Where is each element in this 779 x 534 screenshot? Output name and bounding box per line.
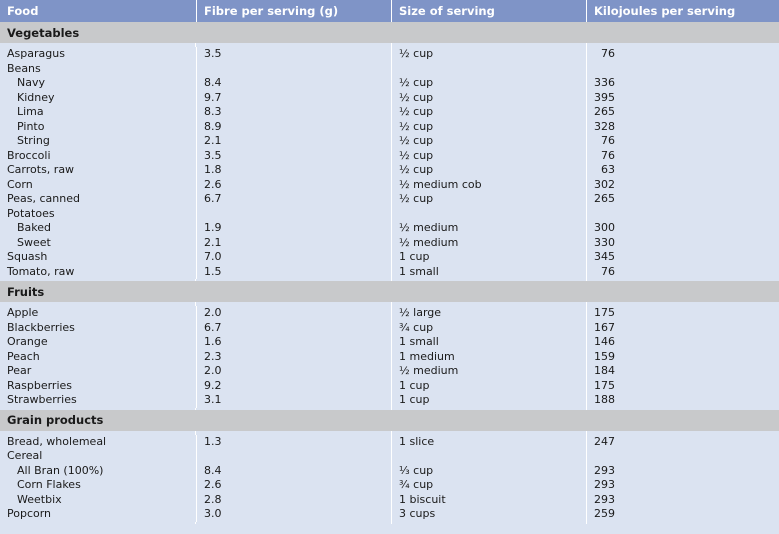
size-cell: ½ cup bbox=[391, 149, 586, 164]
size-cell: 1 slice bbox=[391, 435, 586, 450]
table-row bbox=[0, 493, 779, 508]
size-cell bbox=[391, 207, 586, 222]
kilojoules-cell bbox=[586, 449, 779, 464]
table-body bbox=[0, 22, 779, 524]
kilojoules-cell: 146 bbox=[586, 335, 779, 350]
fibre-cell: 3.5 bbox=[196, 149, 391, 164]
kilojoules-cell: 76 bbox=[586, 265, 779, 280]
size-cell: ½ medium bbox=[391, 236, 586, 251]
kilojoules-cell: 63 bbox=[586, 163, 779, 178]
size-cell: ½ cup bbox=[391, 134, 586, 149]
food-cell: Sweet bbox=[17, 235, 51, 249]
size-cell: ½ cup bbox=[391, 47, 586, 62]
size-cell: ½ large bbox=[391, 306, 586, 321]
table-row bbox=[0, 265, 779, 280]
table-row bbox=[0, 62, 779, 77]
table-row bbox=[0, 435, 779, 450]
size-cell: ½ cup bbox=[391, 76, 586, 91]
table-row bbox=[0, 464, 779, 479]
kilojoules-cell bbox=[586, 62, 779, 77]
fibre-cell: 8.3 bbox=[196, 105, 391, 120]
fibre-cell: 2.1 bbox=[196, 236, 391, 251]
food-cell: Peas, canned bbox=[7, 192, 80, 205]
kilojoules-cell: 328 bbox=[586, 120, 779, 135]
fibre-cell: 9.2 bbox=[196, 379, 391, 394]
kilojoules-cell: 76 bbox=[586, 47, 779, 62]
fibre-cell: 2.3 bbox=[196, 350, 391, 365]
food-cell: Apple bbox=[7, 306, 39, 319]
table-row bbox=[0, 393, 779, 408]
table-row bbox=[0, 91, 779, 106]
table-row bbox=[0, 507, 779, 522]
kilojoules-cell: 336 bbox=[586, 76, 779, 91]
kilojoules-cell: 300 bbox=[586, 221, 779, 236]
table-row bbox=[0, 207, 779, 222]
header-kilojoules: Kilojoules per serving bbox=[586, 0, 779, 22]
size-cell: ½ cup bbox=[391, 192, 586, 207]
food-cell: Corn Flakes bbox=[17, 478, 81, 491]
section-header: Fruits bbox=[0, 281, 779, 302]
kilojoules-cell: 265 bbox=[586, 192, 779, 207]
fibre-cell: 2.8 bbox=[196, 493, 391, 508]
kilojoules-cell: 293 bbox=[586, 464, 779, 479]
fibre-cell: 1.5 bbox=[196, 265, 391, 280]
fibre-cell: 3.5 bbox=[196, 47, 391, 62]
kilojoules-cell: 175 bbox=[586, 306, 779, 321]
size-cell: 1 small bbox=[391, 335, 586, 350]
table-row bbox=[0, 449, 779, 464]
table-row bbox=[0, 364, 779, 379]
table-row bbox=[0, 120, 779, 135]
food-cell: Lima bbox=[17, 105, 44, 118]
fibre-cell: 2.1 bbox=[196, 134, 391, 149]
size-cell: 1 medium bbox=[391, 350, 586, 365]
size-cell bbox=[391, 449, 586, 464]
table-row bbox=[0, 163, 779, 178]
table-row bbox=[0, 321, 779, 336]
fibre-cell: 1.9 bbox=[196, 221, 391, 236]
food-cell: Carrots, raw bbox=[7, 163, 75, 176]
size-cell: 1 cup bbox=[391, 393, 586, 408]
size-cell: ½ cup bbox=[391, 120, 586, 135]
food-cell: Raspberries bbox=[7, 378, 73, 392]
table-row bbox=[0, 350, 779, 365]
fibre-cell: 8.9 bbox=[196, 120, 391, 135]
size-cell: ½ cup bbox=[391, 163, 586, 178]
header-food: Food bbox=[7, 4, 39, 18]
fibre-cell: 2.6 bbox=[196, 478, 391, 493]
kilojoules-cell: 259 bbox=[586, 507, 779, 522]
fibre-cell: 1.8 bbox=[196, 163, 391, 178]
table-row bbox=[0, 306, 779, 321]
food-cell: Peach bbox=[7, 349, 40, 363]
kilojoules-cell: 330 bbox=[586, 236, 779, 251]
food-cell: Pinto bbox=[17, 119, 45, 133]
fibre-cell: 8.4 bbox=[196, 76, 391, 91]
table-row bbox=[0, 76, 779, 91]
kilojoules-cell: 184 bbox=[586, 364, 779, 379]
fibre-cell: 9.7 bbox=[196, 91, 391, 106]
section-end bbox=[0, 408, 779, 410]
table-row bbox=[0, 221, 779, 236]
kilojoules-cell: 167 bbox=[586, 321, 779, 336]
kilojoules-cell: 293 bbox=[586, 493, 779, 508]
table-row bbox=[0, 47, 779, 62]
size-cell: 1 cup bbox=[391, 250, 586, 265]
fibre-cell: 3.0 bbox=[196, 507, 391, 522]
food-cell: Kidney bbox=[17, 90, 55, 104]
kilojoules-cell: 175 bbox=[586, 379, 779, 394]
food-cell: String bbox=[17, 134, 50, 147]
fibre-cell: 2.6 bbox=[196, 178, 391, 193]
kilojoules-cell: 395 bbox=[586, 91, 779, 106]
size-cell: ½ medium bbox=[391, 221, 586, 236]
size-cell: ½ cup bbox=[391, 91, 586, 106]
kilojoules-cell: 302 bbox=[586, 178, 779, 193]
fibre-cell bbox=[196, 449, 391, 464]
fibre-cell: 3.1 bbox=[196, 393, 391, 408]
table-row bbox=[0, 178, 779, 193]
table-row bbox=[0, 236, 779, 251]
size-cell: ½ medium cob bbox=[391, 178, 586, 193]
table-row bbox=[0, 335, 779, 350]
table-row bbox=[0, 105, 779, 120]
kilojoules-cell: 247 bbox=[586, 435, 779, 450]
size-cell: ¾ cup bbox=[391, 321, 586, 336]
food-cell: Cereal bbox=[7, 449, 43, 462]
food-cell: Asparagus bbox=[7, 47, 65, 60]
kilojoules-cell: 76 bbox=[586, 134, 779, 149]
kilojoules-cell: 188 bbox=[586, 393, 779, 408]
food-cell: Corn bbox=[7, 177, 33, 191]
fibre-cell bbox=[196, 62, 391, 77]
food-cell: Beans bbox=[7, 61, 41, 75]
table-row bbox=[0, 379, 779, 394]
section-header: Grain products bbox=[0, 410, 779, 431]
food-cell: Bread, wholemeal bbox=[7, 434, 107, 448]
table-row bbox=[0, 134, 779, 149]
fibre-cell: 2.0 bbox=[196, 306, 391, 321]
food-cell: Orange bbox=[7, 335, 48, 348]
fibre-cell: 2.0 bbox=[196, 364, 391, 379]
kilojoules-cell: 159 bbox=[586, 350, 779, 365]
table-header bbox=[0, 0, 779, 22]
table-row bbox=[0, 192, 779, 207]
food-cell: All Bran (100%) bbox=[17, 463, 104, 477]
food-cell: Navy bbox=[17, 76, 45, 89]
fibre-cell: 1.6 bbox=[196, 335, 391, 350]
size-cell bbox=[391, 62, 586, 77]
section-end bbox=[0, 522, 779, 524]
size-cell: ⅓ cup bbox=[391, 464, 586, 479]
size-cell: 1 small bbox=[391, 265, 586, 280]
food-cell: Blackberries bbox=[7, 320, 75, 334]
fibre-cell bbox=[196, 207, 391, 222]
kilojoules-cell: 345 bbox=[586, 250, 779, 265]
size-cell: 1 biscuit bbox=[391, 493, 586, 508]
food-cell: Squash bbox=[7, 250, 48, 263]
fibre-cell: 1.3 bbox=[196, 435, 391, 450]
size-cell: ¾ cup bbox=[391, 478, 586, 493]
size-cell: 1 cup bbox=[391, 379, 586, 394]
fibre-cell: 7.0 bbox=[196, 250, 391, 265]
table-row bbox=[0, 478, 779, 493]
kilojoules-cell: 293 bbox=[586, 478, 779, 493]
table-row bbox=[0, 149, 779, 164]
food-cell: Strawberries bbox=[7, 393, 77, 406]
food-cell: Baked bbox=[17, 221, 52, 234]
fibre-cell: 8.4 bbox=[196, 464, 391, 479]
size-cell: ½ medium bbox=[391, 364, 586, 379]
kilojoules-cell: 76 bbox=[586, 149, 779, 164]
header-size: Size of serving bbox=[391, 0, 586, 22]
food-cell: Potatoes bbox=[7, 206, 55, 220]
table-row bbox=[0, 250, 779, 265]
food-cell: Popcorn bbox=[7, 507, 52, 520]
food-cell: Weetbix bbox=[17, 492, 62, 506]
food-cell: Tomato, raw bbox=[7, 264, 75, 278]
fibre-cell: 6.7 bbox=[196, 192, 391, 207]
fibre-cell: 6.7 bbox=[196, 321, 391, 336]
header-fibre: Fibre per serving (g) bbox=[196, 0, 391, 22]
section-end bbox=[0, 279, 779, 281]
section-header: Vegetables bbox=[0, 22, 779, 43]
food-cell: Broccoli bbox=[7, 148, 51, 162]
kilojoules-cell: 265 bbox=[586, 105, 779, 120]
kilojoules-cell bbox=[586, 207, 779, 222]
size-cell: ½ cup bbox=[391, 105, 586, 120]
food-cell: Pear bbox=[7, 364, 32, 377]
size-cell: 3 cups bbox=[391, 507, 586, 522]
